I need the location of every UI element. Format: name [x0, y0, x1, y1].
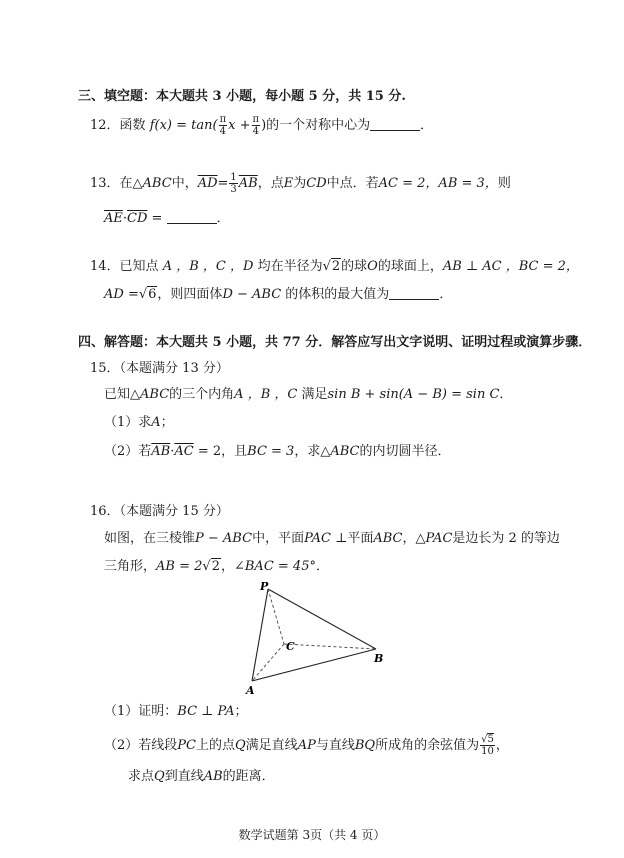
q13-answer-blank[interactable] [167, 211, 217, 224]
question-16-part1 [104, 703, 247, 721]
q16-text: 如图，在三棱锥 [104, 531, 196, 546]
q16-text-f: 三角形， [104, 559, 157, 574]
q16-text-c: 平面 [347, 531, 374, 546]
question-16-part2 [104, 734, 509, 757]
q13-eq2: = [151, 211, 163, 226]
q16-ab2: AB [203, 769, 223, 784]
q16-pc: PC [177, 738, 196, 753]
q16-sqrt2: √2 [202, 559, 220, 574]
question-12: 12．函数 f(x) = tan( $\frac{\pi}{4}$ x + $\frac{\pi}{4}$ )的一个对称中心为 ． [90, 114, 434, 137]
edge-ca [252, 644, 284, 681]
q16-p2-text-b: 满足直线 [245, 738, 298, 753]
q13-abc: ABC [142, 176, 172, 191]
question-16-title [90, 503, 229, 521]
q16-p1-statement: BC ⊥ PA [177, 704, 235, 719]
q14-text: 已知点 [119, 259, 159, 274]
q16-frac: $\frac{√5}{10}$ [481, 734, 494, 757]
question-15-part1 [104, 414, 174, 432]
edge-pa [252, 589, 268, 681]
question-16-line2 [104, 558, 329, 576]
question-15-title [90, 360, 229, 378]
q16-triangle: △PAC [415, 531, 453, 546]
q16-ab: AB = 2 [156, 559, 203, 574]
q15-p2-text-b: ，求 [294, 444, 321, 459]
q16-pac: PAC ⊥ [304, 531, 348, 546]
question-16-part2-line2 [128, 768, 275, 786]
label-b: B [374, 652, 384, 665]
q16-p2-text-g: 的距离． [222, 769, 275, 784]
q14-points: A ，B ，C ，D [162, 259, 254, 274]
q15-vec-ab: $\overline{AB}$ [151, 444, 171, 459]
q13-cd: CD [306, 176, 327, 191]
q16-p2-text-d: 所成角的余弦值为 [375, 738, 480, 753]
page-footer: 数学试题第 3页（共 4 页） [238, 828, 386, 842]
q12-func: f(x) = tan( [149, 118, 218, 133]
q16-p2-text-f: 到直线 [164, 769, 204, 784]
q14-number: 14． [90, 259, 120, 274]
q12-text-b: )的一个对称中心为 [261, 118, 371, 133]
q13-number: 13． [90, 176, 120, 191]
q13-dot: · [122, 211, 128, 226]
q16-end: ． [315, 559, 329, 574]
q15-text-c: 满足 [301, 387, 328, 402]
q15-p2-triangle: △ABC [320, 444, 360, 459]
edge-cb [284, 644, 376, 649]
q14-answer-blank[interactable] [389, 287, 439, 300]
q13-frac: $\frac{1}{3}$ [230, 172, 237, 195]
pyramid-figure [240, 578, 400, 698]
q14-sqrt2: √2 [322, 259, 341, 274]
q13-point-e: E [283, 176, 294, 191]
q14-relation: AB ⊥ AC ，BC = 2， [442, 259, 579, 274]
question-14-line1 [90, 258, 579, 276]
edge-pc [268, 589, 284, 644]
q16-score: （本题满分 15 分） [119, 504, 229, 519]
q13-text-c: ，点 [257, 176, 284, 191]
q15-text-b: 的三个内角 [169, 387, 235, 402]
q16-bq: BQ [354, 738, 376, 753]
q16-angle: ∠BAC = 45° [233, 559, 316, 574]
q16-q: Q [235, 738, 246, 753]
q13-given: AC = 2，AB = 3， [378, 176, 498, 191]
q15-p1-label: （1）求 [104, 415, 152, 430]
q12-text: 函数 [119, 118, 146, 133]
q15-text: 已知 [104, 387, 131, 402]
label-p: P [260, 580, 269, 593]
q13-eq: = [217, 176, 229, 191]
section3-header: 三、填空题：本大题共 3 小题，每小题 5 分，共 15 分. [78, 89, 406, 104]
q16-p1-label: （1）证明： [104, 704, 178, 719]
q16-p2-text: 上的点 [195, 738, 235, 753]
q15-equation: sin B + sin(A − B) = sin C [327, 387, 500, 402]
section4-header: 四、解答题：本大题共 5 小题，共 77 分．解答应写出文字说明、证明过程或演算步骤． [78, 335, 592, 350]
q16-p2-end: ， [495, 738, 509, 753]
q16-p2-text-c: 与直线 [315, 738, 355, 753]
edge-pb [268, 589, 376, 649]
q12-mid: x + [228, 118, 251, 133]
q16-text-d: ， [402, 531, 416, 546]
q16-abc: ABC [373, 531, 403, 546]
q13-text-d: 为 [293, 176, 307, 191]
question-14-line2: AD =√6，则四面体D − ABC 的体积的最大值为 ． [104, 287, 453, 302]
q16-ap: AP [297, 738, 316, 753]
q16-q2: Q [154, 769, 165, 784]
q16-p2-label: （2）若线段 [104, 738, 178, 753]
q15-p2-text: = 2，且 [197, 444, 248, 459]
question-13-line1 [90, 172, 511, 195]
q16-text-e: 是边长为 2 的等边 [452, 531, 560, 546]
q15-end: ． [499, 387, 513, 402]
edge-ab [252, 649, 376, 681]
q16-p2-text-e: 求点 [128, 769, 155, 784]
q14-ad: AD = [104, 287, 139, 302]
q13-text-e: 中点．若 [326, 176, 379, 191]
q16-p1-end: ； [234, 704, 248, 719]
q12-answer-blank[interactable] [370, 118, 420, 131]
q15-p1-end: ； [160, 415, 174, 430]
q13-text-f: 则 [497, 176, 511, 191]
q15-triangle: △ABC [130, 387, 170, 402]
q16-number: 16． [90, 504, 120, 519]
question-15-stem [104, 386, 512, 404]
question-16-line1 [104, 530, 560, 548]
q15-dot: · [170, 444, 175, 459]
q15-p1-a: A [151, 415, 161, 430]
q16-text-g: ， [220, 559, 234, 574]
q13-vec-ab: $\overline{AB}$ [238, 176, 258, 191]
q14-text-e: ，则四面体 [157, 287, 223, 302]
q14-text-d: 的球面上， [377, 259, 443, 274]
q16-text-b: 中，平面 [252, 531, 305, 546]
q15-bc: BC = 3 [247, 444, 295, 459]
q13-vec-cd: $\overline{CD}$ [127, 211, 148, 226]
q14-o: O [367, 259, 378, 274]
q12-frac2: $\frac{\pi}{4}$ [252, 114, 260, 137]
q14-sqrt6: √6 [138, 287, 157, 302]
q13-text-b: 中， [171, 176, 198, 191]
q12-number: 12． [90, 118, 120, 133]
q13-vec-ae: $\overline{AE}$ [104, 211, 123, 226]
question-13-line2: $\overline{AE}\cdot\overline{CD}$ = ． [104, 211, 230, 226]
q14-text-b: 均在半径为 [257, 259, 323, 274]
q13-vec-ad: $\overline{AD}$ [197, 176, 218, 191]
q16-pyramid: P − ABC [195, 531, 253, 546]
q14-tetrahedron: D − ABC [222, 287, 282, 302]
q15-score: （本题满分 13 分） [119, 361, 229, 376]
label-c: C [286, 640, 295, 653]
q14-text-c: 的球 [341, 259, 368, 274]
q15-vec-ac: $\overline{AC}$ [174, 444, 194, 459]
q15-angles: A ，B ，C [234, 387, 298, 402]
q12-frac1: $\frac{\pi}{4}$ [219, 114, 227, 137]
q13-text: 在△ [119, 176, 143, 191]
q14-text-f: 的体积的最大值为 [285, 287, 390, 302]
label-a: A [246, 684, 255, 697]
q15-p2-label: （2）若 [104, 444, 152, 459]
q15-p2-text-c: 的内切圆半径． [359, 444, 451, 459]
q15-number: 15． [90, 361, 120, 376]
question-15-part2 [104, 443, 451, 461]
